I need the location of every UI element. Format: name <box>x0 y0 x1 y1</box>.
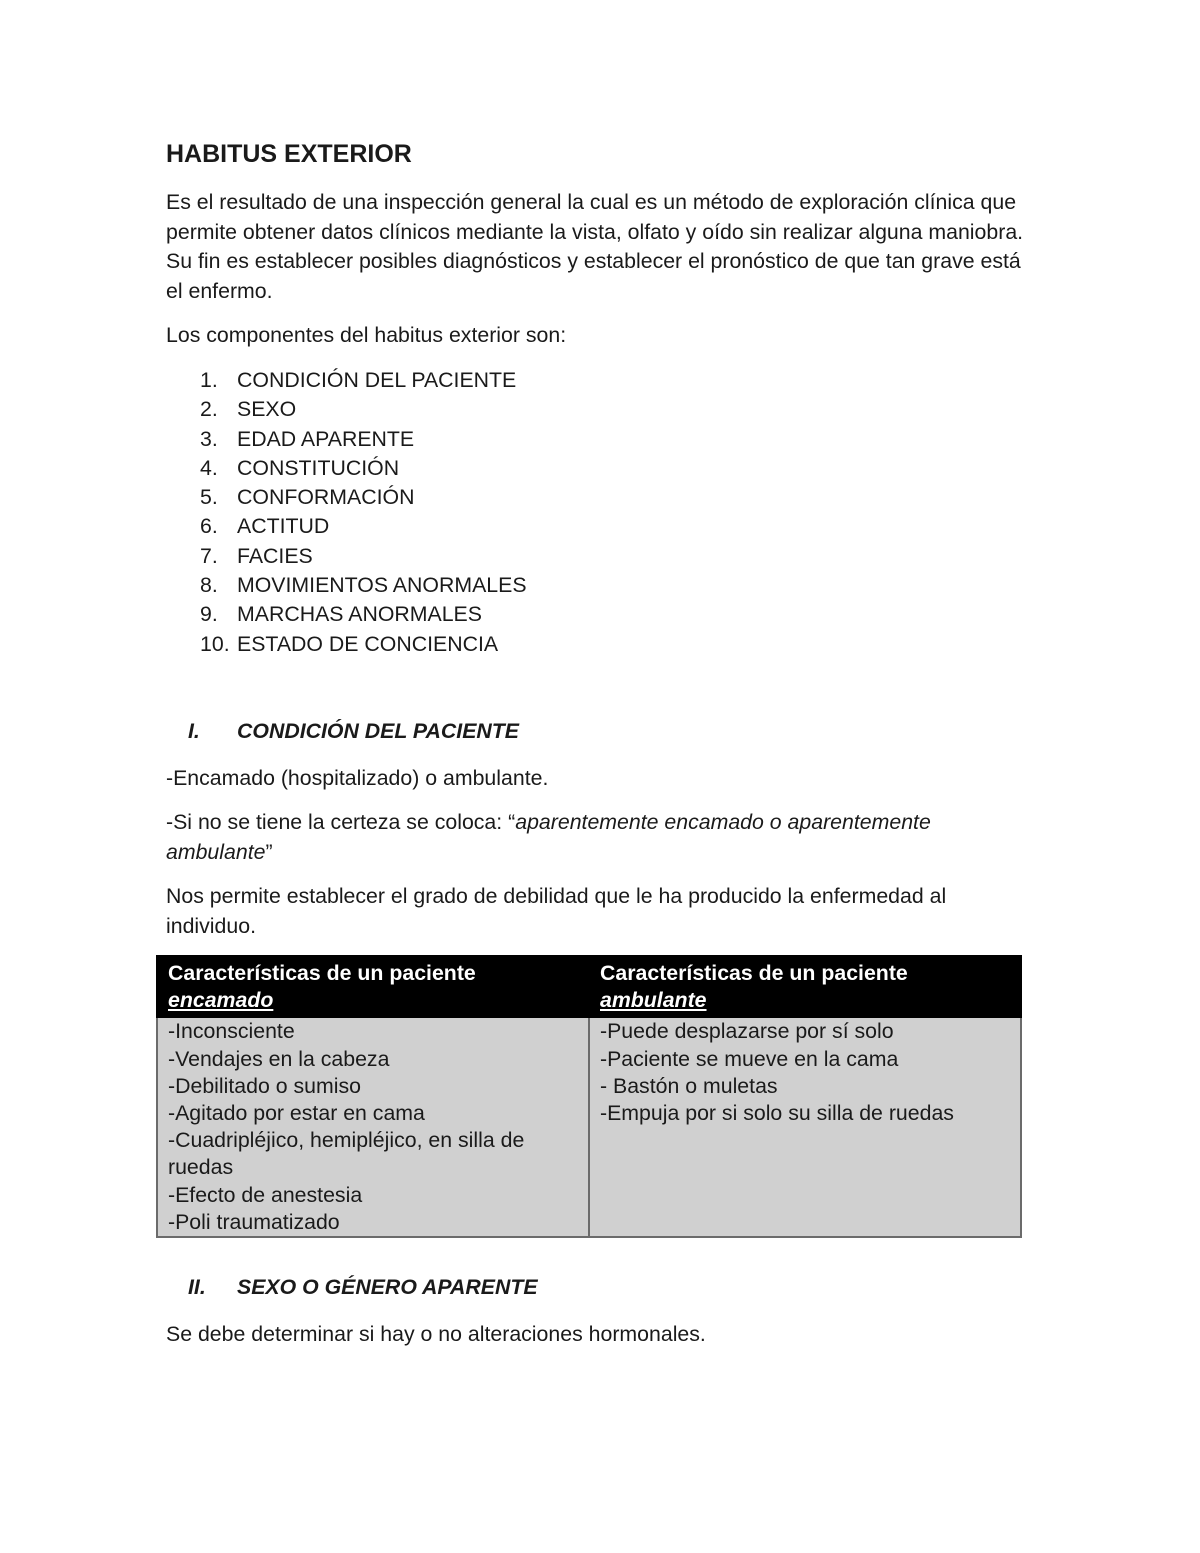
table-item: -Vendajes en la cabeza <box>168 1046 390 1071</box>
table-row <box>157 1017 1021 1237</box>
list-item <box>166 600 527 629</box>
list-number: 3. <box>200 426 218 451</box>
list-item <box>166 571 527 600</box>
certeza-paragraph <box>166 808 1031 867</box>
section-title: SEXO O GÉNERO APARENTE <box>237 1275 538 1299</box>
table-item: -Debilitado o sumiso <box>168 1073 361 1098</box>
table-cell-ambulante <box>589 1017 1021 1237</box>
list-label: ESTADO DE CONCIENCIA <box>237 631 499 656</box>
section-number: II. <box>188 1275 206 1299</box>
list-label: EDAD APARENTE <box>237 426 415 451</box>
header-text: Características de un paciente <box>168 961 476 985</box>
table-item: -Agitado por estar en cama <box>168 1101 425 1126</box>
list-number: 8. <box>200 573 218 598</box>
components-lead: Los componentes del habitus exterior son: <box>166 323 567 347</box>
section-number: I. <box>188 719 200 743</box>
table-item: -Paciente se mueve en la cama <box>600 1046 899 1071</box>
table-item: -Poli traumatizado <box>168 1209 340 1234</box>
list-number: 10. <box>200 631 230 656</box>
encamado-paragraph: -Encamado (hospitalizado) o ambulante. <box>166 766 549 790</box>
list-label: ACTITUD <box>237 514 330 539</box>
list-label: MOVIMIENTOS ANORMALES <box>237 573 527 598</box>
list-item <box>166 630 527 659</box>
section-title: CONDICIÓN DEL PACIENTE <box>237 719 520 743</box>
list-label: FACIES <box>237 543 313 568</box>
grado-paragraph: Nos permite establecer el grado de debilidad que le ha producido la enfermedad al individuo. <box>166 884 947 938</box>
list-item <box>166 483 527 512</box>
list-number: 2. <box>200 397 218 422</box>
list-item <box>166 366 527 395</box>
list-item <box>166 425 527 454</box>
table-item: -Empuja por si solo su silla de ruedas <box>600 1101 954 1126</box>
table-cell-encamado <box>157 1017 589 1237</box>
certeza-italic: aparentemente encamado o aparentemente ambulante <box>166 810 931 864</box>
list-item <box>166 454 527 483</box>
list-label: SEXO <box>237 397 297 422</box>
header-subtext: encamado <box>168 988 274 1013</box>
page-title: HABITUS EXTERIOR <box>166 140 412 168</box>
list-label: CONSTITUCIÓN <box>237 455 400 480</box>
components-list <box>166 366 527 659</box>
certeza-suffix: ” <box>265 839 273 864</box>
list-number: 1. <box>200 368 218 392</box>
table-item: - Bastón o muletas <box>600 1073 778 1098</box>
list-number: 4. <box>200 455 218 480</box>
table-item: -Efecto de anestesia <box>168 1182 363 1207</box>
list-item <box>166 512 527 541</box>
table-item: -Cuadripléjico, hemipléjico, en silla de ruedas <box>168 1128 525 1180</box>
certeza-prefix: -Si no se tiene la certeza se coloca: “ <box>166 810 516 834</box>
section-heading-sexo <box>166 1275 538 1300</box>
list-item <box>166 542 527 571</box>
sexo-paragraph: Se debe determinar si hay o no alteraciones hormonales. <box>166 1322 706 1346</box>
header-subtext: ambulante <box>600 988 707 1013</box>
list-number: 6. <box>200 514 218 539</box>
section-heading-condicion <box>166 719 519 744</box>
list-label: CONFORMACIÓN <box>237 485 415 510</box>
list-item <box>166 395 527 424</box>
list-number: 5. <box>200 485 218 510</box>
table-item: -Inconsciente <box>168 1019 295 1044</box>
list-number: 7. <box>200 543 218 568</box>
table-header-encamado <box>157 956 589 1017</box>
list-label: MARCHAS ANORMALES <box>237 602 482 627</box>
list-label: CONDICIÓN DEL PACIENTE <box>237 368 517 392</box>
intro-paragraph: Es el resultado de una inspección general la cual es un método de exploración clínica que permite obtener datos clínicos mediante la vista, olfato y oído sin realizar alguna maniobra. Su fin es establecer posibles diagnósticos y establecer el pronóstico de que tan grave está el enfermo. <box>166 190 1024 303</box>
table-header-row <box>157 956 1021 1017</box>
header-text: Características de un paciente <box>600 961 908 985</box>
characteristics-table <box>156 955 1022 1238</box>
table-item: -Puede desplazarse por sí solo <box>600 1019 894 1044</box>
table-header-ambulante <box>589 956 1021 1017</box>
list-number: 9. <box>200 602 218 627</box>
